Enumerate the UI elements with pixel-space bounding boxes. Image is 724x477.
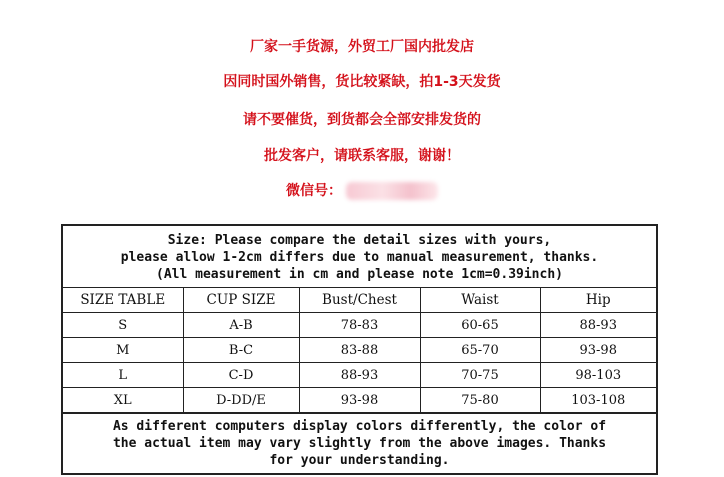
footer-line: the actual item may vary slightly from the above images. Thanks bbox=[112, 436, 607, 451]
header-hip: Hip bbox=[540, 288, 656, 313]
cell-hip: 93-98 bbox=[540, 338, 656, 363]
footer-line: As different computers display colors differently, the color of bbox=[112, 419, 607, 434]
cell-size: S bbox=[63, 313, 183, 338]
table-row bbox=[63, 388, 656, 413]
wechat-row bbox=[0, 182, 724, 200]
cell-cup: A-B bbox=[183, 313, 299, 338]
cell-size: L bbox=[63, 363, 183, 388]
cell-cup: B-C bbox=[183, 338, 299, 363]
cell-hip: 98-103 bbox=[540, 363, 656, 388]
wechat-label: 微信号： bbox=[286, 183, 342, 199]
notice-line-1: 厂家一手货源，外贸工厂国内批发店 bbox=[250, 39, 474, 55]
cell-hip: 103-108 bbox=[540, 388, 656, 413]
intro-line: Size: Please compare the detail sizes with yours, bbox=[167, 233, 552, 248]
cell-waist: 70-75 bbox=[420, 363, 540, 388]
table-row bbox=[63, 313, 656, 338]
cell-cup: D-DD/E bbox=[183, 388, 299, 413]
table-header-row bbox=[63, 288, 656, 313]
cell-waist: 60-65 bbox=[420, 313, 540, 338]
cell-size: M bbox=[63, 338, 183, 363]
size-table bbox=[63, 288, 656, 413]
header-waist: Waist bbox=[420, 288, 540, 313]
cell-waist: 65-70 bbox=[420, 338, 540, 363]
cell-hip: 88-93 bbox=[540, 313, 656, 338]
cell-bust: 88-93 bbox=[299, 363, 420, 388]
table-row bbox=[63, 338, 656, 363]
header-bust-chest: Bust/Chest bbox=[299, 288, 420, 313]
cell-bust: 78-83 bbox=[299, 313, 420, 338]
wechat-id-redacted bbox=[346, 182, 438, 200]
size-chart-panel bbox=[61, 224, 658, 475]
notice-line-4: 批发客户，请联系客服，谢谢！ bbox=[264, 148, 460, 164]
cell-cup: C-D bbox=[183, 363, 299, 388]
table-row bbox=[63, 363, 656, 388]
header-size-table: SIZE TABLE bbox=[63, 288, 183, 313]
footer-line: for your understanding. bbox=[269, 453, 450, 468]
header-cup-size: CUP SIZE bbox=[183, 288, 299, 313]
notice-line-3: 请不要催货，到货都会全部安排发货的 bbox=[243, 112, 481, 128]
cell-size: XL bbox=[63, 388, 183, 413]
intro-line: (All measurement in cm and please note 1cm=0.39inch) bbox=[156, 267, 563, 282]
cell-bust: 93-98 bbox=[299, 388, 420, 413]
cell-waist: 75-80 bbox=[420, 388, 540, 413]
cell-bust: 83-88 bbox=[299, 338, 420, 363]
size-intro bbox=[63, 226, 656, 288]
notice-line-2: 因同时国外销售，货比较紧缺，拍1-3天发货 bbox=[223, 74, 501, 90]
intro-line: please allow 1-2cm differs due to manual measurement, thanks. bbox=[120, 250, 599, 265]
color-disclaimer bbox=[63, 413, 656, 469]
